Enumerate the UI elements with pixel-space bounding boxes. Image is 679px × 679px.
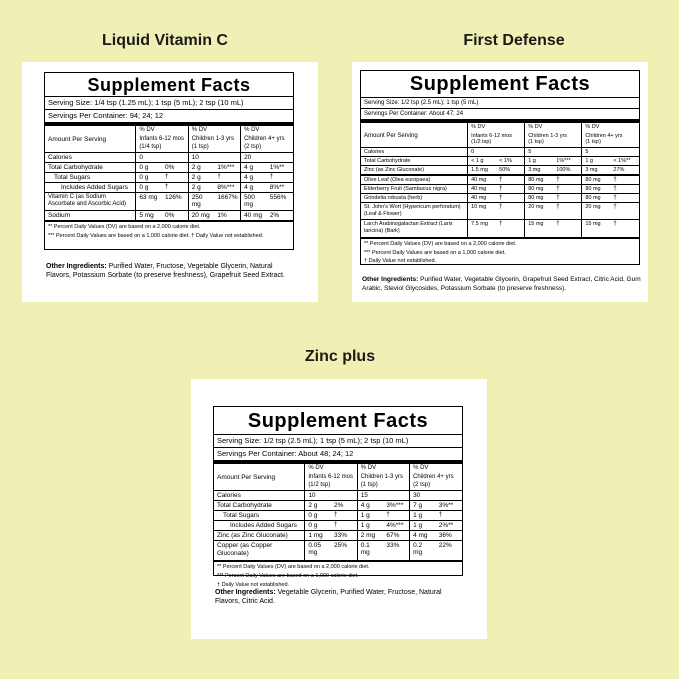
supplement-facts-card-3: [213, 406, 463, 588]
nutrient-amount: 7 g: [410, 500, 436, 510]
nutrient-dv: †: [165, 183, 169, 190]
nutrient-dv: †: [613, 176, 617, 183]
nutrient-dv: 3%**: [438, 501, 454, 509]
other-ingredients-3: [213, 581, 469, 607]
nutrient-amount: 40 mg: [241, 210, 267, 220]
nutrient-name: Total Carbohydrate: [364, 157, 411, 164]
nutrient-name: Elderberry Fruit (Sambucus nigra): [364, 185, 447, 192]
nutrient-dv: †: [334, 521, 338, 528]
table-row: [361, 193, 639, 202]
table-row: [214, 540, 462, 559]
nutrient-dv: 33%: [386, 541, 400, 549]
nutrition-table-3: [214, 464, 462, 559]
other-ingredients-label: Other Ingredients:: [215, 589, 276, 596]
nutrient-amount: 1 mg: [305, 530, 331, 540]
column-dose-label: (2 tsp): [244, 143, 262, 150]
table-row: [45, 172, 293, 182]
other-ingredients-label: Other Ingredients:: [46, 263, 107, 270]
nutrient-name: Vitamin C (as Sodium Ascorbate and Ascorbic Acid): [48, 193, 127, 208]
nutrition-table-1: [45, 126, 293, 220]
product-title-first-defense: First Defense: [463, 32, 565, 49]
table-row: [214, 530, 462, 540]
column-dose-label: (1 tsp): [360, 481, 378, 488]
nutrient-dv: 36%: [438, 531, 452, 539]
nutrient-dv: 2%: [334, 501, 344, 509]
table-header-row: [214, 464, 462, 473]
column-dose-label: (1/4 tsp): [139, 143, 162, 150]
nutrient-amount: 40 mg: [468, 184, 497, 193]
nutrient-dv: †: [556, 176, 560, 183]
column-group-label: Infants 6-12 mos: [471, 132, 513, 139]
nutrient-amount: 80 mg: [582, 193, 611, 202]
nutrient-amount: 3 mg: [582, 165, 611, 175]
nutrient-amount: 15: [357, 490, 383, 500]
table-row: [214, 500, 462, 510]
facts-heading-3: Supplement Facts: [247, 410, 429, 432]
nutrient-dv: †: [613, 185, 617, 192]
nutrient-amount: 0.05 mg: [305, 540, 331, 559]
other-ingredients-text: Purified Water, Fructose, Vegetable Glycerin, Natural Flavors, Potassium Sorbate (to preserve freshness), Grapefruit Seed Extract.: [46, 263, 285, 280]
nutrient-amount: 80 mg: [582, 175, 611, 185]
footnote: † Daily Value not established.: [364, 258, 437, 265]
nutrient-amount: 5: [582, 147, 611, 156]
nutrient-amount: 1 g: [525, 156, 554, 165]
nutrient-dv: 1%: [217, 211, 227, 219]
nutrient-name: Olive Leaf (Olea europaea): [364, 176, 431, 183]
nutrient-amount: 0 g: [305, 520, 331, 530]
product-panel-liquid-vitamin-c: [22, 62, 318, 302]
table-row: [361, 147, 639, 156]
nutrient-amount: 80 mg: [525, 193, 554, 202]
column-header-dv-2: % DV: [188, 126, 240, 135]
nutrient-dv: [436, 490, 462, 500]
nutrient-amount: 5: [525, 147, 554, 156]
table-header-row: [361, 123, 639, 132]
column-header-dv-1: % DV: [136, 126, 188, 135]
column-group-label: Children 4+ yrs: [413, 474, 454, 481]
column-group-1: [136, 135, 188, 152]
nutrient-name: Total Carbohydrate: [48, 163, 103, 171]
nutrient-name: Calories: [364, 148, 385, 155]
nutrient-amount: 5 mg: [136, 210, 162, 220]
footnote: ** Percent Daily Values (DV) are based on a 2,000 calorie diet.: [217, 563, 370, 570]
nutrient-amount: 10: [188, 152, 214, 162]
nutrient-amount: 1 g: [582, 156, 611, 165]
nutrient-name: St. John's Wort (Hypericum perforatum) (Leaf & Flower): [364, 203, 461, 218]
column-header-dv-3: % DV: [241, 126, 293, 135]
nutrient-amount: 0 g: [305, 510, 331, 520]
nutrient-amount: 1.5 mg: [468, 165, 497, 175]
nutrient-name: Larch Arabinogalactan Extract (Larix laricina) (Bark): [364, 221, 453, 235]
nutrient-amount: 80 mg: [525, 175, 554, 185]
nutrient-dv: †: [556, 203, 560, 210]
nutrient-dv: †: [556, 194, 560, 201]
column-dose-label: (1/2 tsp): [308, 481, 331, 488]
column-header-dv-1: % DV: [468, 123, 525, 132]
nutrient-amount: 3 mg: [525, 165, 554, 175]
nutrient-dv: 67%: [386, 531, 400, 539]
nutrient-amount: 4 mg: [410, 530, 436, 540]
nutrient-dv: 1%**: [269, 163, 285, 171]
nutrient-amount: 0: [468, 147, 497, 156]
nutrient-dv: 126%: [165, 193, 182, 201]
nutrient-dv: [162, 152, 188, 162]
nutrient-amount: 0.2 mg: [410, 540, 436, 559]
nutrient-dv: < 1%**: [613, 157, 631, 164]
table-row: [45, 152, 293, 162]
nutrient-amount: 15 mg: [525, 220, 554, 237]
table-header-row: [214, 473, 462, 490]
supplement-facts-card-1: [44, 72, 294, 250]
nutrient-amount: 20 mg: [188, 210, 214, 220]
nutrient-dv: †: [165, 173, 169, 180]
table-row: [214, 510, 462, 520]
nutrient-dv: [331, 490, 357, 500]
nutrient-dv: [383, 490, 409, 500]
nutrient-amount: 4 g: [241, 182, 267, 192]
product-title-liquid-vitamin-c: Liquid Vitamin C: [102, 32, 228, 49]
column-group-2: [357, 473, 409, 490]
column-group-label: Children 4+ yrs: [244, 136, 285, 143]
column-group-1: [468, 132, 525, 148]
nutrient-dv: 2%: [269, 211, 280, 219]
nutrient-dv: 100%: [556, 166, 571, 173]
column-group-2: [188, 135, 240, 152]
nutrient-name: Zinc (as Zinc Gluconate): [217, 531, 288, 539]
nutrient-amount: 63 mg: [136, 192, 162, 210]
nutrient-dv: [553, 147, 582, 156]
nutrient-name: Includes Added Sugars: [230, 521, 297, 529]
column-header-dv-3: % DV: [410, 464, 462, 473]
footnote: ** Percent Daily Values (DV) are based on a 2,000 calorie diet.: [48, 223, 201, 230]
nutrient-dv: 25%: [334, 541, 348, 549]
nutrient-dv: 1%***: [556, 157, 571, 164]
column-group-label: Infants 6-12 mos: [308, 474, 354, 481]
other-ingredients-text: Purified Water, Vegetable Glycerin, Grapefruit Seed Extract, Citric Acid, Gum Arabic, Steviol Glycosides, Potassium Sorbate (to preserve freshness).: [362, 276, 641, 292]
footnote: † Daily Value not established.: [217, 581, 290, 588]
table-row: [361, 202, 639, 219]
nutrient-dv: [214, 152, 240, 162]
nutrient-amount: 4 g: [241, 172, 267, 182]
nutrient-amount: 4 g: [357, 500, 383, 510]
nutrient-amount: 2 mg: [357, 530, 383, 540]
nutrient-dv: †: [386, 511, 390, 518]
nutrient-dv: †: [269, 173, 274, 180]
nutrient-amount: 1 g: [357, 510, 383, 520]
table-row: [361, 220, 639, 237]
amount-per-serving-label-1: Amount Per Serving: [48, 136, 107, 144]
other-ingredients-label: Other Ingredients:: [362, 276, 419, 283]
nutrient-dv: 22%: [438, 541, 452, 549]
nutrient-amount: 20 mg: [525, 202, 554, 219]
servings-per-container-3: Servings Per Container: About 48; 24; 12: [217, 449, 354, 459]
nutrient-dv: †: [334, 511, 338, 518]
table-header-row: [45, 135, 293, 152]
column-group-label: Children 1-3 yrs: [528, 132, 568, 139]
nutrient-amount: 0 g: [136, 172, 162, 182]
nutrient-amount: 0: [136, 152, 162, 162]
nutrient-amount: 7.5 mg: [468, 220, 497, 237]
nutrient-amount: 500 mg: [241, 192, 267, 210]
nutrient-name: Sodium: [48, 211, 71, 219]
column-group-3: [582, 132, 639, 148]
supplement-facts-card-2: [360, 70, 640, 265]
column-header-dv-2: % DV: [357, 464, 409, 473]
column-group-label: Infants 6-12 mos: [139, 136, 185, 143]
nutrient-dv: †: [499, 185, 503, 192]
nutrient-name: Copper (as Copper Gluconate): [217, 541, 273, 558]
nutrient-amount: 2 g: [188, 182, 214, 192]
table-row: [361, 184, 639, 193]
nutrient-dv: 8%**: [269, 183, 285, 191]
footnote: *** Percent Daily Values are based on a 1,000 calorie diet.: [364, 249, 506, 256]
nutrient-dv: †: [499, 176, 503, 183]
nutrient-name: Total Carbohydrate: [217, 501, 272, 509]
nutrient-dv: 33%: [334, 531, 348, 539]
column-dose-label: (1/2 tsp): [471, 139, 492, 146]
nutrient-dv: †: [613, 194, 617, 201]
nutrient-dv: [610, 147, 639, 156]
column-group-3: [241, 135, 293, 152]
nutrient-amount: 40 mg: [468, 193, 497, 202]
nutrient-amount: 0.1 mg: [357, 540, 383, 559]
nutrient-amount: 20 mg: [582, 202, 611, 219]
nutrient-amount: 40 mg: [468, 175, 497, 185]
nutrient-name: Zinc (as Zinc Gluconate): [364, 166, 424, 173]
nutrient-dv: †: [499, 221, 503, 228]
other-ingredients-text: Vegetable Glycerin, Purified Water, Fructose, Natural Flavors, Citric Acid.: [215, 589, 442, 606]
table-row: [214, 490, 462, 500]
footnote: *** Percent Daily Values are based on a 1,000 calorie diet. † Daily Value not established.: [48, 232, 264, 239]
serving-size-3: Serving Size: 1/2 tsp (2.5 mL); 1 tsp (5 mL); 2 tsp (10 mL): [217, 436, 409, 445]
column-group-2: [525, 132, 582, 148]
nutrient-dv: 2%**: [438, 521, 454, 529]
amount-per-serving-label-3: Amount Per Serving: [217, 474, 276, 482]
column-dose-label: (1 tsp): [585, 139, 601, 146]
nutrient-dv: 8%***: [217, 183, 235, 191]
nutrient-dv: 4%***: [386, 521, 404, 529]
nutrient-dv: †: [613, 203, 617, 210]
nutrient-dv: †: [613, 221, 617, 228]
column-dose-label: (1 tsp): [191, 143, 209, 150]
nutrient-amount: 15 mg: [582, 220, 611, 237]
nutrient-name: Grindelia robusta (herb): [364, 194, 423, 201]
serving-size-2: Serving Size: 1/2 tsp (2.5 mL); 1 tsp (5 mL): [364, 100, 479, 106]
nutrient-amount: 80 mg: [525, 184, 554, 193]
amount-per-serving-label-2: Amount Per Serving: [364, 132, 418, 139]
column-group-label: Children 1-3 yrs: [191, 136, 235, 143]
nutrient-amount: 1 g: [410, 520, 436, 530]
nutrient-dv: 1667%: [217, 193, 238, 201]
column-group-1: [305, 473, 357, 490]
other-ingredients-1: [44, 258, 300, 281]
nutrient-name: Total Sugars: [223, 511, 260, 519]
nutrient-amount: 10 mg: [468, 202, 497, 219]
nutrient-dv: †: [217, 173, 221, 180]
product-panel-zinc-plus: [191, 379, 487, 639]
nutrient-dv: [496, 147, 525, 156]
product-panel-first-defense: [352, 62, 648, 302]
table-row: [361, 165, 639, 175]
nutrient-amount: 250 mg: [188, 192, 214, 210]
nutrient-amount: < 1 g: [468, 156, 497, 165]
nutrient-amount: 10: [305, 490, 331, 500]
nutrient-dv: 1%***: [217, 163, 235, 171]
nutrient-dv: †: [499, 203, 503, 210]
nutrient-amount: 80 mg: [582, 184, 611, 193]
column-group-label: Children 1-3 yrs: [360, 474, 404, 481]
other-ingredients-2: [360, 272, 646, 294]
servings-per-container-1: Servings Per Container: 94; 24; 12: [48, 111, 164, 121]
nutrient-name: Includes Added Sugars: [61, 183, 128, 191]
nutrient-amount: 30: [410, 490, 436, 500]
column-group-3: [410, 473, 462, 490]
column-dose-label: (1 tsp): [528, 139, 544, 146]
table-header-row: [361, 132, 639, 148]
nutrient-dv: 50%: [499, 166, 511, 173]
table-row: [45, 182, 293, 192]
nutrient-dv: 0%: [165, 163, 175, 171]
table-row: [361, 156, 639, 165]
nutrient-name: Calories: [48, 153, 72, 161]
nutrient-name: Total Sugars: [54, 173, 91, 181]
serving-size-1: Serving Size: 1/4 tsp (1.25 mL); 1 tsp (5 mL); 2 tsp (10 mL): [48, 97, 244, 107]
servings-per-container-2: Servings Per Container: About 47; 24: [364, 111, 464, 118]
nutrient-dv: †: [556, 185, 560, 192]
nutrient-amount: 2 g: [188, 172, 214, 182]
table-row: [214, 520, 462, 530]
column-header-dv-2: % DV: [525, 123, 582, 132]
nutrient-name: Calories: [217, 491, 241, 499]
nutrient-dv: 556%: [269, 193, 287, 201]
nutrient-dv: [267, 152, 293, 162]
nutrient-amount: 2 g: [305, 500, 331, 510]
footnote: *** Percent Daily Values are based on a 1,000 calorie diet.: [217, 572, 359, 579]
column-group-label: Children 4+ yrs: [585, 132, 623, 139]
table-row: [361, 175, 639, 185]
column-dose-label: (2 tsp): [413, 481, 431, 488]
nutrition-table-2: [361, 123, 639, 236]
nutrient-dv: 3%***: [386, 501, 404, 509]
facts-heading-1: Supplement Facts: [87, 75, 251, 95]
nutrient-dv: †: [438, 511, 443, 518]
column-header-dv-3: % DV: [582, 123, 639, 132]
nutrient-amount: 0 g: [136, 182, 162, 192]
table-header-row: [45, 126, 293, 135]
nutrient-dv: 27%: [613, 166, 625, 173]
table-row: [45, 162, 293, 172]
nutrient-dv: †: [556, 221, 560, 228]
column-header-dv-1: % DV: [305, 464, 357, 473]
nutrient-dv: 0%: [165, 211, 175, 219]
nutrient-amount: 1 g: [357, 520, 383, 530]
table-row: [45, 192, 293, 210]
footnote: ** Percent Daily Values (DV) are based on a 2,000 calorie diet.: [364, 240, 517, 247]
table-row: [45, 210, 293, 220]
nutrient-amount: 20: [241, 152, 267, 162]
nutrient-amount: 4 g: [241, 162, 267, 172]
nutrient-dv: †: [499, 194, 503, 201]
nutrient-dv: < 1%: [499, 157, 512, 164]
product-title-zinc-plus: Zinc plus: [304, 348, 376, 365]
facts-heading-2: Supplement Facts: [409, 73, 591, 95]
nutrient-amount: 1 g: [410, 510, 436, 520]
nutrient-amount: 2 g: [188, 162, 214, 172]
nutrient-amount: 0 g: [136, 162, 162, 172]
